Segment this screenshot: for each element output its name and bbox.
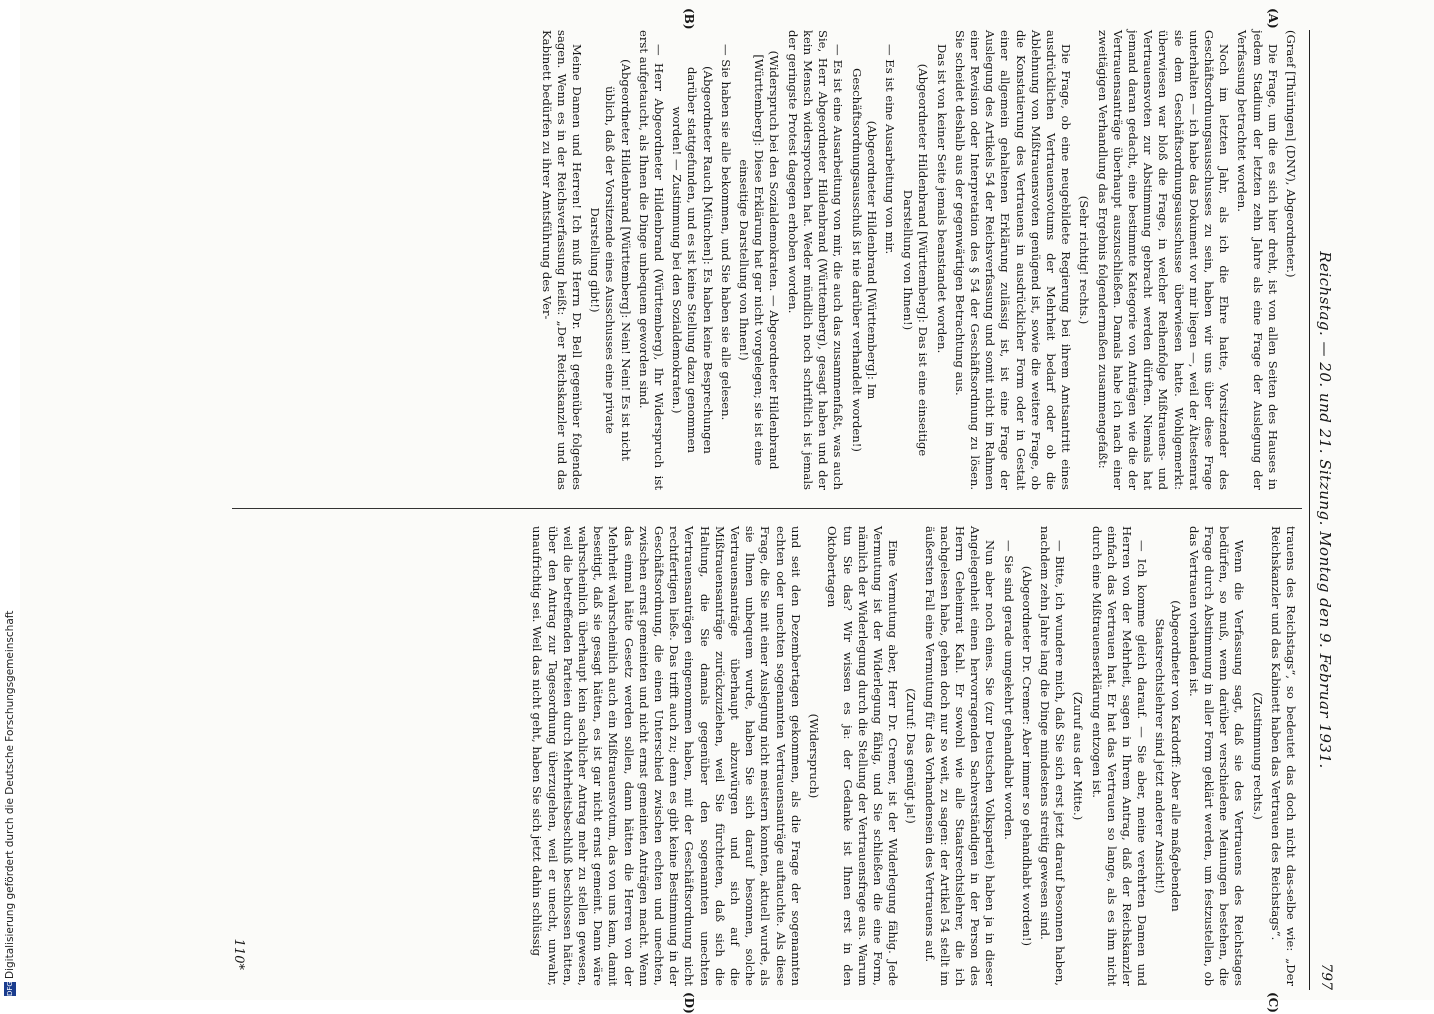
rotated-document-page: [106, 8, 1336, 1014]
interjection: (Zuruf aus der Mitte.): [1071, 691, 1086, 821]
scanned-page: [20, 0, 1434, 1014]
interjection: (Widerspruch bei den Sozialdemokraten. — Abgeordneter Hildenbrand [Württemberg]: Diese Erklärung hat gar nicht vorgelegen; sie ist eine einseitige Darstellung von Ihnen!): [737, 50, 782, 470]
paragraph: — Herr Abgeordneter Hildenbrand (Württemberg), Ihr Widerspruch ist erst aufgetaucht, als Ihnen die Dinge unbequem geworden sind.: [636, 30, 667, 490]
paragraph: trauens des Reichstags“, so bedeutet das doch nicht das-selbe wie: „Der Reichskanzler und das Kabinett haben das Vertrauen des Reichstags“.: [1268, 526, 1298, 986]
running-header: [1309, 30, 1336, 990]
paragraph: Wenn die Verfassung sagt, daß sie des Vertrauens des Reichstages bedürfen, so muß, wenn darüber verschiedene Meinungen bestehen, die Frage durch Abstimmung in aller Form geklärt werden, um festzustellen, ob das Vertrauen vorhanden ist.: [1186, 526, 1247, 986]
paragraph: — Sie sind gerade umgekehrt gehandhabt worden.: [1001, 540, 1016, 840]
margin-marker-c: (C): [1266, 992, 1280, 1013]
interjection: (Widerspruch): [807, 713, 822, 799]
paragraph: Nun aber noch eines. Sie (zur Deutschen Volkspartei) haben ja in dieser Angelegenheit einen hervorragenden Sachverständigen in der Person des Herrn Geheimrat Kahl. Er sowohl wie alle Staatsrechtslehrer, die ich nachgelesen habe, gehen doch nur so weit, zu sagen: der Artikel 54 stellt im äußersten Fall eine Vermutung für das Vorhandensein des Vertrauens auf.: [922, 526, 998, 986]
paragraph: Die Frage, um die es sich hier dreht, ist von allen Seiten des Hauses in jedem Stadium der letzten zehn Jahre als eine Frage der Auslegung der Verfassung betrachtet worden.: [1235, 30, 1280, 490]
dfg-logo: DFG: [6, 981, 14, 996]
paragraph: — Bitte, ich wundere mich, daß Sie sich erst jetzt darauf besonnen haben, nachdem zehn Jahre lang die Dinge mindestens streitig gewesen sind.: [1037, 526, 1068, 986]
page-number: 797: [1318, 963, 1334, 990]
paragraph: — Sie haben sie alle bekommen, und Sie haben sie alle gelesen.: [718, 44, 733, 421]
margin-marker-a: (A): [1266, 8, 1280, 29]
paragraph: Das ist von keiner Seite jemals beanstandet worden.: [934, 44, 949, 354]
interjection: (Abgeordneter von Kardorff: Aber alle maßgebenden Staatsrechtslehrer sind jetzt anderer Ansicht!): [1153, 600, 1183, 912]
paragraph: und seit den Dezembertagen gekommen, als die Frage der sogenannten echten oder unechten sogenannten Vertrauensanträge auftauchte. Als diese Frage, die Sie mit einer Auslegung nicht meistern konnten, aktuell wurde, als sie Ihnen unbequem wurde, haben Sie sich darauf besonnen, solche Vertrauensanträge überhaupt abzuwürgen und sich auf die Mißtrauensanträge zurückzuziehen, weil Sie fürchteten, daß sich die Haltung, die Sie damals gegenüber den sogenannten unechten Vertrauensanträgen eingenommen haben, mit der Geschäftsordnung nicht rechtfertigen ließe. Das trifft auch zu; denn es gibt keine Bestimmung in der Geschäftsordnung, die einen Unterschied zwischen echten und unechten, zwischen ernst gemeinten und nicht ernst gemeinten Anträgen macht. Wenn das einmal hätte Gesetz werden sollen, dann hätten die Herren von der Mehrheit wahrscheinlich auch ein Mißtrauensvotum, das von uns kam, damit beseitigt, daß sie gesagt hätten, es ist gar nicht ernst gemeint. Dann wäre wahrscheinlich überhaupt kein sachlicher Antrag mehr zu stellen gewesen, weil die betreffenden Parteien durch Mehrheitsbeschluß beschlossen hätten, über den Antrag zur Tagesordnung überzugehen, weil er unecht, unwahr, unaufrichtig sei. Weil das nicht geht, haben Sie sich jetzt dahin schlüssig: [530, 526, 803, 986]
interjection: (Abgeordneter Hildenbrand [Württemberg]: Im Geschäftsordnungsausschuß ist nie darüber verhandelt worden!): [849, 68, 879, 452]
margin-marker-b: (B): [682, 8, 696, 30]
interjection: (Zuruf: Das genügt ja!): [904, 688, 919, 824]
right-text-column: [526, 526, 1298, 986]
paragraph: (Graef [Thüringen] (DNV), Abgeordneter.): [1284, 30, 1298, 278]
paragraph: Eine Vermutung aber, Herr Dr. Cremer, ist der Widerlegung fähig. Jede Vermutung ist der Widerlegung fähig, und Sie schließen die eine Form, nämlich der Widerlegung durch die Stellung der Vertrauensfrage aus. Warum tun Sie das? Wir wissen es ja: der Gedanke ist Ihnen erst in den Oktobertagen: [825, 526, 901, 986]
interjection: (Zustimmung rechts.): [1250, 692, 1265, 820]
paragraph: — Es ist eine Ausarbeitung von mir.: [882, 44, 897, 255]
interjection: (Abgeordneter Hildenbrand [Württemberg]: Das ist eine einseitige Darstellung von Ihnen!): [901, 63, 931, 457]
interjection: (Abgeordneter Dr. Cremer: Aber immer so gehandhabt worden!): [1019, 565, 1034, 947]
digitization-footer: [2, 6, 18, 996]
digitization-note: Digitalisierung gefördert durch die Deutsche Forschungsgemeinschaft: [4, 610, 16, 979]
paragraph: — Ich komme gleich darauf. — Sie aber, meine verehrten Damen und Herren von der Mehrheit, sagen in Ihrem Antrag, daß der Reichskanzler einfach das Vertrauen hat. Er hat das Vertrauen so lange, als es ihm nicht durch eine Mißtrauenserklärung entzogen ist.: [1089, 526, 1150, 986]
header-title: Reichstag. — 20. und 21. Sitzung. Montag den 9. Februar 1931.: [1316, 251, 1334, 769]
quoted-paragraph: Die Frage, ob eine neugebildete Regierung bei ihrem Amtsantritt eines ausdrücklichen Vertrauensvotums der Mehrheit bedarf oder ob die Ablehnung von Mißtrauensvoten genügend ist, sowie die weitere Frage, ob die Konstatierung des Vertrauens in ausdrücklicher Form oder in Gestalt einer allgemein gehaltenen Erklärung zulässig ist, ist eine Frage der Auslegung des Artikels 54 der Reichsverfassung und somit nicht im Rahmen einer Revision oder Interpretation des § 54 der Geschäftsordnung zu lösen. Sie scheidet deshalb aus der gegenwärtigen Betrachtung aus.: [952, 30, 1074, 490]
interjection: (Abgeordneter Rauch [München]: Es haben keine Besprechungen darüber stattgefunden, und es ist keine Stellung dazu genommen worden! — Zustimmung bei den Sozialdemokraten.): [670, 66, 715, 454]
interjection: (Sehr richtig! rechts.): [1077, 195, 1092, 325]
paragraph: — Es ist eine Ausarbeitung von mir, die auch das zusammenfaßt, was auch Sie, Herr Abgeordneter Hildenbrand (Württemberg), gesagt haben und der kein Mensch widersprochen hat. Weder mündlich noch schriftlich ist jemals der geringste Protest dagegen erhoben worden.: [785, 30, 846, 490]
paragraph: Noch im letzten Jahr, als ich die Ehre hatte, Vorsitzender des Geschäftsordnungsausschusses zu sein, haben wir uns über diese Frage unterhalten — ich habe das Dokument vor mir liegen —, weil der Ältestenrat sie dem Geschäftsordnungsausschusse überwiesen hatte. Wohlgemerkt: überwiesen war bloß die Frage, in welcher Reihenfolge Mißtrauens- und Vertrauensvoten zur Abstimmung gebracht werden dürften. Niemals hat jemand daran gedacht, eine bestimmte Kategorie von Anträgen wie die der Vertrauensanträge überhaupt auszuschließen. Damals habe ich nach einer zweitägigen Verhandlung das Ergebnis folgendermaßen zusammengefaßt:: [1095, 30, 1232, 490]
paragraph: Meine Damen und Herren! Ich muß Herrn Dr. Bell gegenüber folgendes sagen. Wenn es in der Reichsverfassung heißt: „Der Reichskanzler und das Kabinett bedürfen zu ihrer Amtsführung des Ver-: [539, 30, 585, 490]
margin-marker-d: (D): [682, 992, 696, 1014]
left-text-column: [535, 30, 1298, 490]
interjection: (Abgeordneter Hildenbrand [Württemberg]: Nein! Nein! Es ist nicht üblich, daß der Vorsitzende eines Ausschusses eine private Darstellung gibt!): [588, 59, 633, 461]
column-divider: [232, 508, 1302, 509]
signature-mark: 110*: [231, 938, 246, 970]
